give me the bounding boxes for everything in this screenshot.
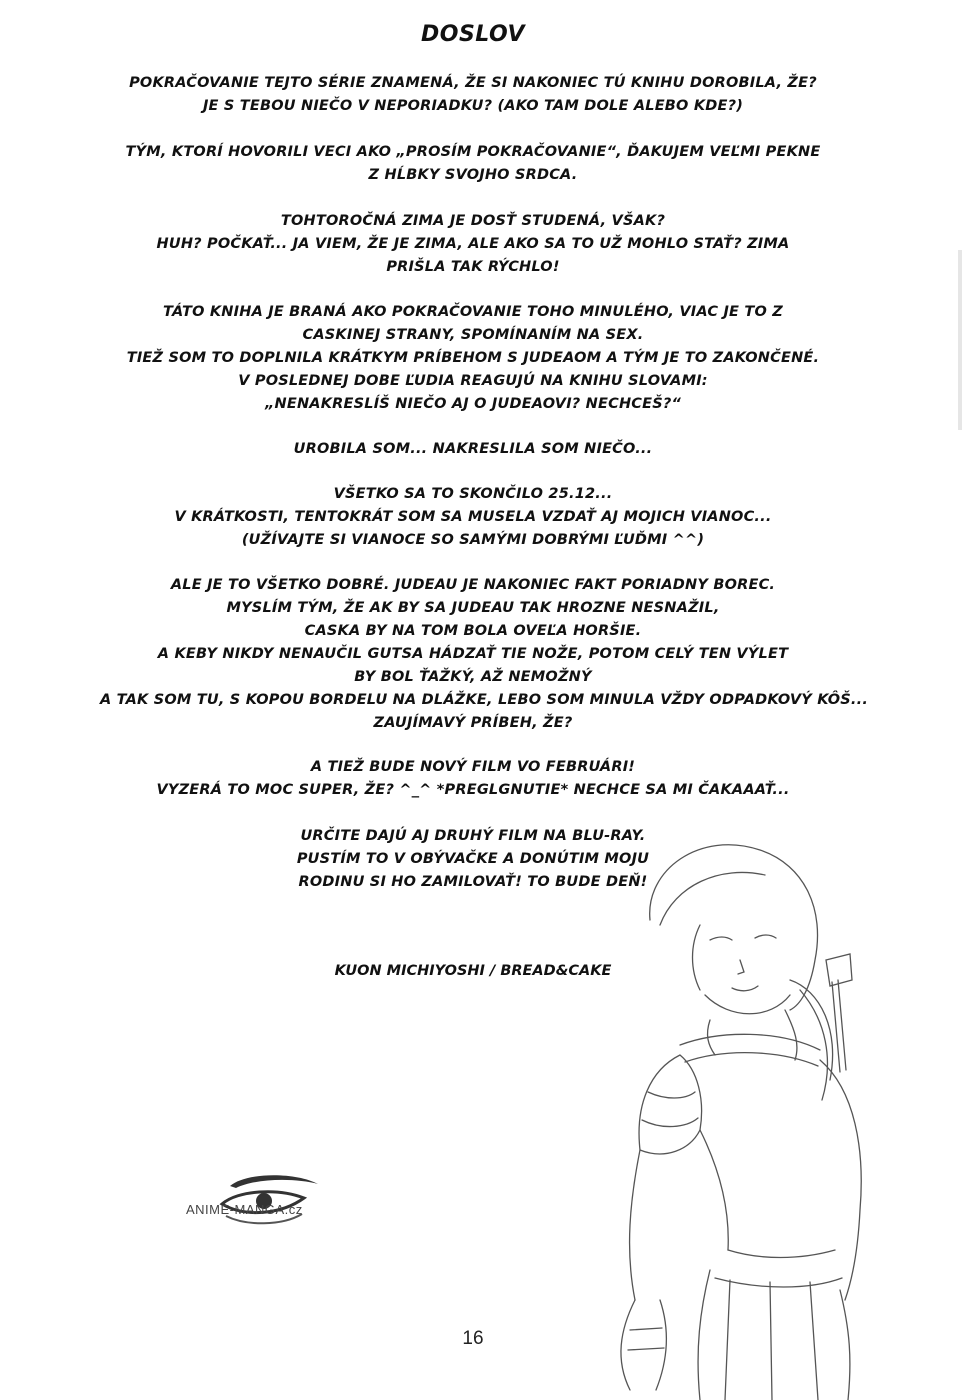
watermark-logo (186, 1168, 366, 1230)
paragraph-4 (100, 301, 846, 416)
author-signature: KUON MICHIYOSHI / BREAD&CAKE (334, 963, 612, 979)
paragraph-3 (100, 210, 846, 279)
text-line: A TAK SOM TU, S KOPOU BORDELU NA DLÁŽKE, LEBO SOM MINULA VŽDY ODPADKOVÝ KÔŠ... (100, 692, 869, 708)
text-line: A KEBY NIKDY NENAUČIL GUTSA HÁDZAŤ TIE NOŽE, POTOM CELÝ TEN VÝLET (157, 646, 789, 662)
paragraph-2 (100, 141, 846, 187)
text-line: ALE JE TO VŠETKO DOBRÉ. JUDEAU JE NAKONIEC FAKT PORIADNY BOREC. (170, 577, 776, 593)
text-line: RODINU SI HO ZAMILOVAŤ! TO BUDE DEŇ! (298, 874, 648, 890)
text-line: Z HĹBKY SVOJHO SRDCA. (368, 167, 578, 183)
paragraph-7 (100, 574, 869, 735)
text-line: BY BOL ŤAŽKÝ, AŽ NEMOŽNÝ (354, 669, 592, 685)
text-line: JE S TEBOU NIEČO V NEPORIADKU? (AKO TAM DOLE ALEBO KDE?) (202, 98, 744, 114)
paragraph-1 (100, 72, 846, 118)
paragraph-6 (100, 483, 846, 552)
text-line: (UŽÍVAJTE SI VIANOCE SO SAMÝMI DOBRÝMI ĽUĎMI ^^) (241, 532, 705, 548)
text-line: PRIŠLA TAK RÝCHLO! (386, 259, 560, 275)
paragraph-5 (100, 438, 846, 461)
text-line: PUSTÍM TO V OBÝVAČKE A DONÚTIM MOJU (296, 851, 650, 867)
page-edge-shadow (958, 250, 962, 430)
text-line: V KRÁTKOSTI, TENTOKRÁT SOM SA MUSELA VZDAŤ AJ MOJICH VIANOC... (174, 509, 772, 525)
page-number: 16 (462, 1328, 484, 1349)
text-line: CASKINEJ STRANY, SPOMÍNANÍM NA SEX. (302, 327, 644, 343)
character-sketch-illustration (590, 830, 910, 1400)
paragraph-8 (100, 756, 846, 802)
watermark-text: ANIME-MANGA.cz (186, 1202, 303, 1217)
text-line: „NENAKRESLÍŠ NIEČO AJ O JUDEAOVI? NECHCEŠ?“ (264, 396, 682, 412)
text-line: CASKA BY NA TOM BOLA OVEĽA HORŠIE. (304, 623, 642, 639)
text-line: V POSLEDNEJ DOBE ĽUDIA REAGUJÚ NA KNIHU SLOVAMI: (238, 373, 708, 389)
text-line: TÝM, KTORÍ HOVORILI VECI AKO „PROSÍM POKRAČOVANIE“, ĎAKUJEM VEĽMI PEKNE (125, 144, 821, 160)
text-line: TOHTOROČNÁ ZIMA JE DOSŤ STUDENÁ, VŠAK? (280, 213, 666, 229)
text-line: ZAUJÍMAVÝ PRÍBEH, ŽE? (373, 715, 573, 731)
text-line: TIEŽ SOM TO DOPLNILA KRÁTKYM PRÍBEHOM S JUDEAOM A TÝM JE TO ZAKONČENÉ. (126, 350, 820, 366)
text-line: HUH? POČKAŤ... JA VIEM, ŽE JE ZIMA, ALE AKO SA TO UŽ MOHLO STAŤ? ZIMA (156, 236, 790, 252)
text-line: VYZERÁ TO MOC SUPER, ŽE? ^_^ *PREGLGNUTIE* NECHCE SA MI ČAKAAAŤ... (156, 782, 790, 798)
text-line: TÁTO KNIHA JE BRANÁ AKO POKRAČOVANIE TOHO MINULÉHO, VIAC JE TO Z (163, 304, 783, 320)
text-line: MYSLÍM TÝM, ŽE AK BY SA JUDEAU TAK HROZNE NESNAŽIL, (226, 600, 720, 616)
text-line: A TIEŽ BUDE NOVÝ FILM VO FEBRUÁRI! (310, 759, 636, 775)
text-line: URČITE DAJÚ AJ DRUHÝ FILM NA BLU-RAY. (300, 828, 646, 844)
text-line: POKRAČOVANIE TEJTO SÉRIE ZNAMENÁ, ŽE SI NAKONIEC TÚ KNIHU DOROBILA, ŽE? (129, 75, 817, 91)
text-line: VŠETKO SA TO SKONČILO 25.12... (333, 486, 613, 502)
page-title: DOSLOV (421, 22, 525, 47)
text-line: UROBILA SOM... NAKRESLILA SOM NIEČO... (293, 441, 653, 457)
eye-logo-icon (186, 1168, 366, 1230)
